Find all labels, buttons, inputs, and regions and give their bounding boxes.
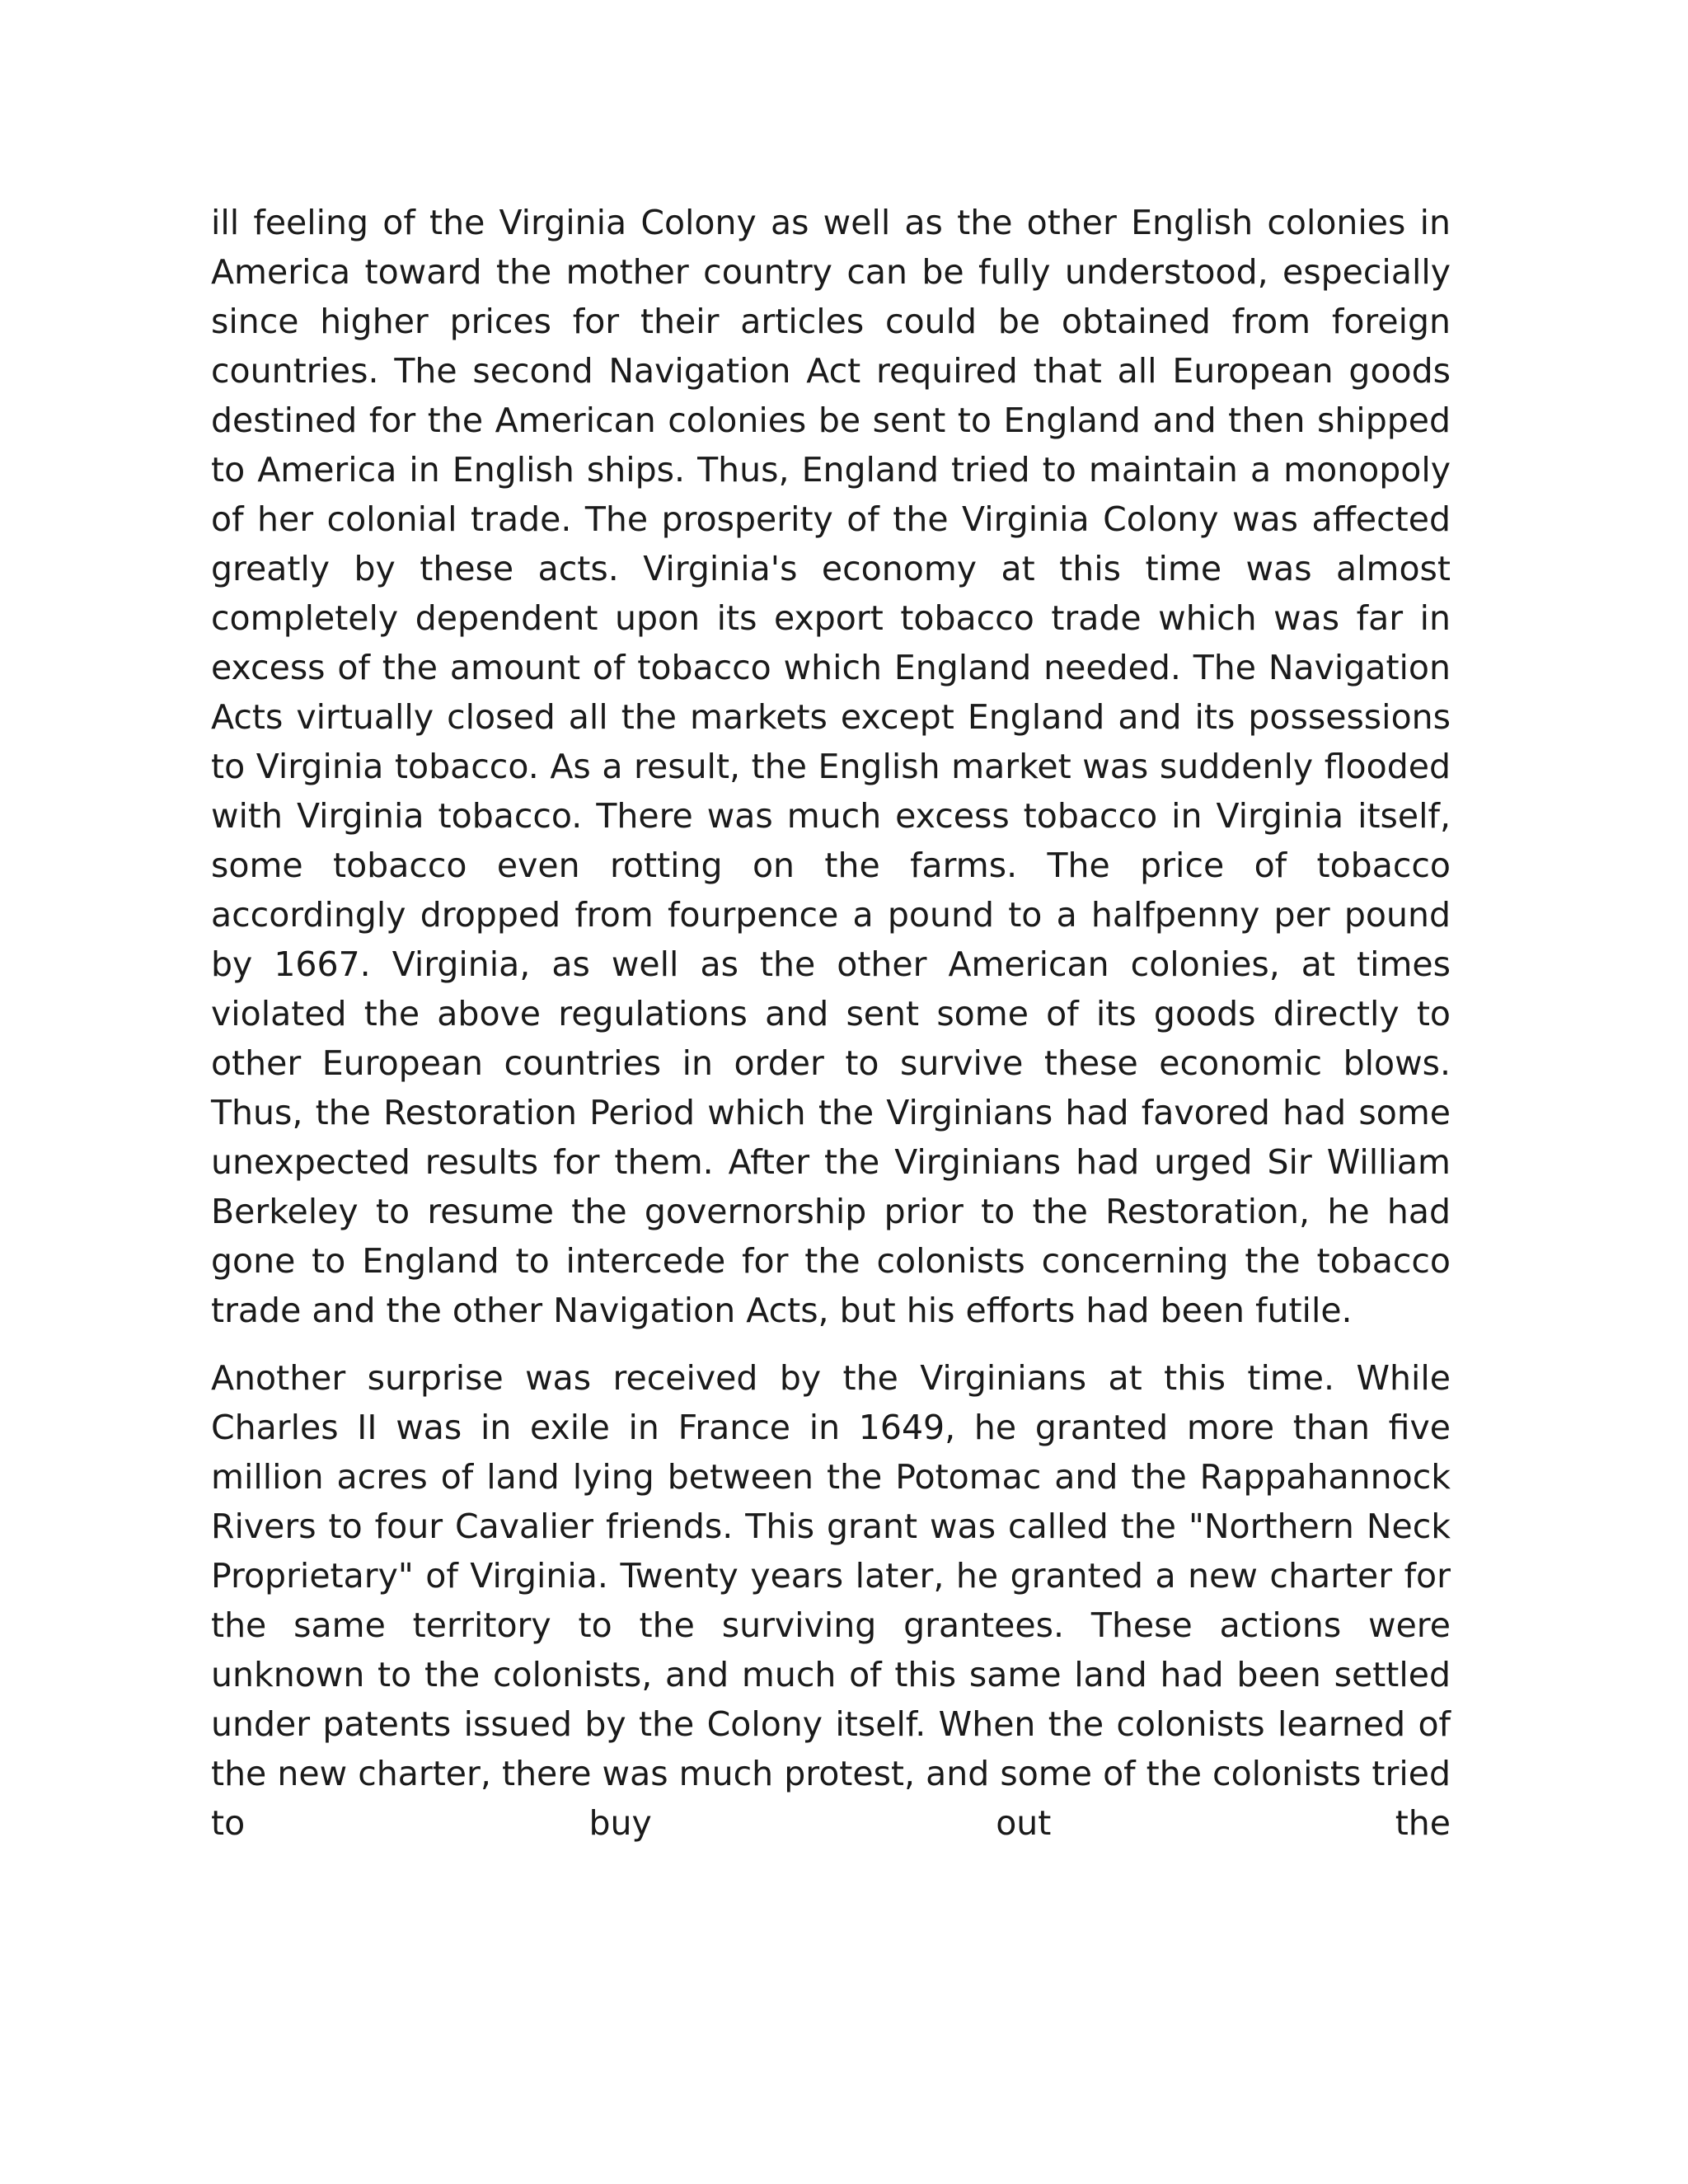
body-text	[211, 198, 1451, 1848]
paragraph-northern-neck: Another surprise was received by the Virginians at this time. While Charles II was in exile in France in 1649, he granted more than five million acres of land lying between the Potomac and the Rappahannock Rivers to four Cavalier friends. This grant was called the "Northern Neck Proprietary" of Virginia. Twenty years later, he granted a new charter for the same territory to the surviving grantees. These actions were unknown to the colonists, and much of this same land had been settled under patents issued by the Colony itself. When the colonists learned of the new charter, there was much protest, and some of the colonists tried to buy out the	[211, 1358, 1451, 1843]
paragraph-navigation-acts: ill feeling of the Virginia Colony as well as the other English colonies in America toward the mother country can be fully understood, especially since higher prices for their articles could be obtained from foreign countries. The second Navigation Act required that all European goods destined for the American colonies be sent to England and then shipped to America in English ships. Thus, England tried to maintain a monopoly of her colonial trade. The prosperity of the Virginia Colony was affected greatly by these acts. Virginia's economy at this time was almost completely dependent upon its export tobacco trade which was far in excess of the amount of tobacco which England needed. The Navigation Acts virtually closed all the markets except England and its possessions to Virginia tobacco. As a result, the English market was suddenly flooded with Virginia tobacco. There was much excess tobacco in Virginia itself, some tobacco even rotting on the farms. The price of tobacco accordingly dropped from fourpence a pound to a halfpenny per pound by 1667. Virginia, as well as the other American colonies, at times violated the above regulations and sent some of its goods directly to other European countries in order to survive these economic blows. Thus, the Restoration Period which the Virginians had favored had some unexpected results for them. After the Virginians had urged Sir William Berkeley to resume the governorship prior to the Restoration, he had gone to England to intercede for the colonists concerning the tobacco trade and the other Navigation Acts, but his efforts had been futile.	[211, 203, 1451, 1330]
